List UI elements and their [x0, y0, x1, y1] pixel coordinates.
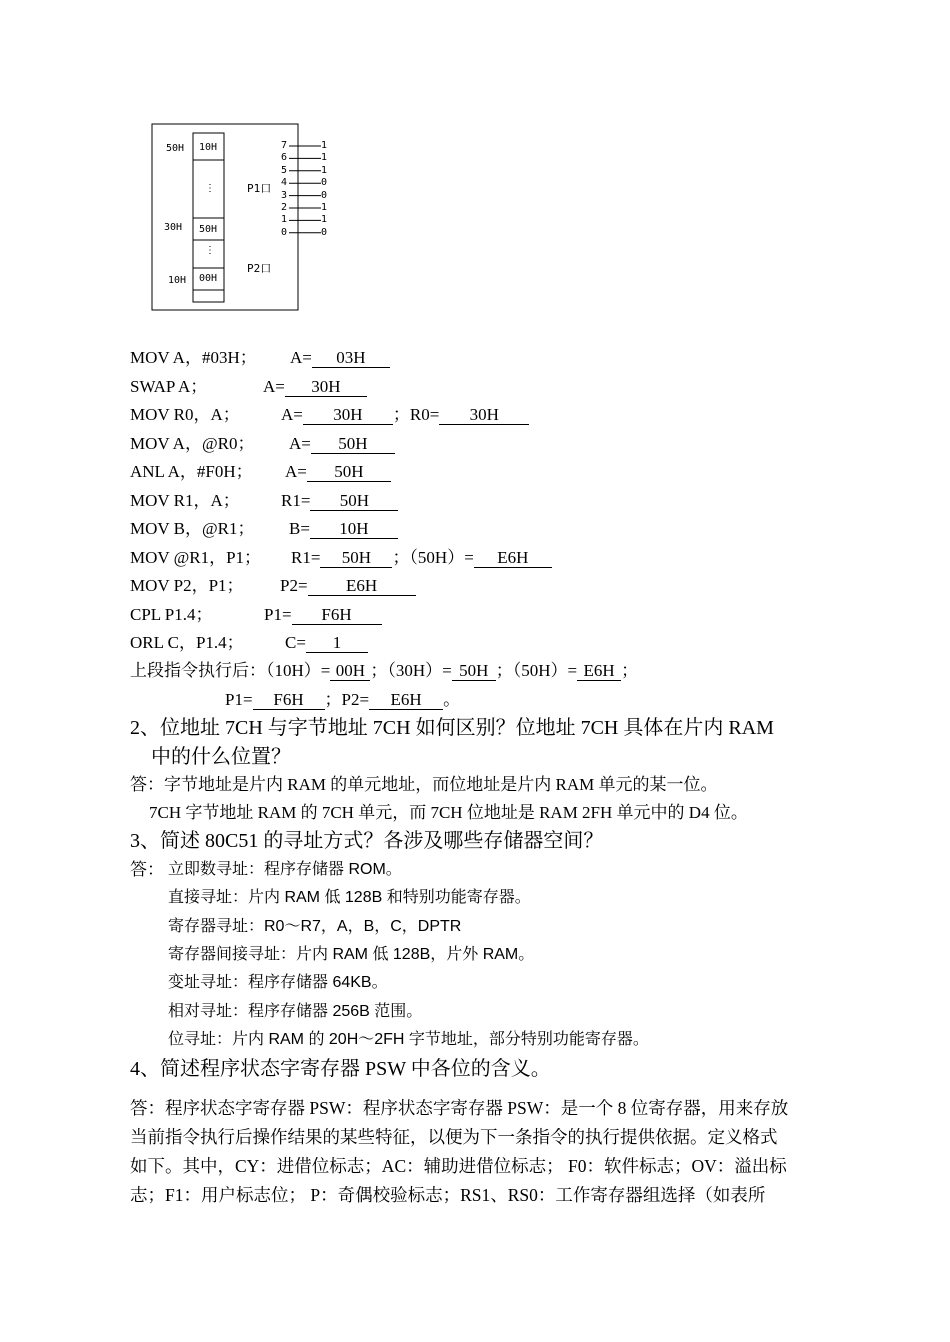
instruction-row: [130, 458, 391, 486]
q2-title-line-1: 2、位地址 7CH 与字节地址 7CH 如何区别？位地址 7CH 具体在片内 RAM: [130, 717, 774, 739]
result-value: 50H: [311, 435, 395, 454]
summary-mid-2: ；（50H）=: [495, 661, 578, 680]
p1-bit-value: 0: [321, 177, 328, 189]
instruction-row: [130, 572, 416, 600]
instruction-code: CPL P1.4；: [130, 604, 213, 624]
addressing-mode-item: 寄存器间接寻址：片内 RAM 低 128B，片外 RAM。: [168, 945, 535, 963]
p1-bit-number: 4: [281, 177, 288, 189]
p1-bit-value: 1: [321, 164, 328, 176]
p1-bit-value: 1: [321, 202, 328, 213]
summary-line-2: [225, 686, 460, 714]
result-label: C=: [285, 633, 306, 652]
summary-p2-value: E6H: [369, 691, 443, 710]
ram-cell-10h: 10H: [199, 142, 218, 153]
p1-bit-number: 7: [281, 140, 288, 151]
result-label: A=: [290, 348, 312, 367]
q2-answer-line-2: 7CH 字节地址 RAM 的 7CH 单元，而 7CH 位地址是 RAM 2FH 单元中的 D4 位。: [149, 803, 748, 822]
p1-bit-number: 3: [281, 189, 288, 201]
result-value: 50H: [320, 549, 392, 568]
p1-bit-value: 1: [321, 214, 328, 226]
result-label: P1=: [264, 604, 292, 624]
ram-cell-ellipsis: ⋮: [205, 245, 215, 256]
instruction-row: [130, 629, 368, 657]
instruction-code: ANL A，#F0H；: [130, 462, 253, 481]
instruction-row: [130, 373, 367, 401]
q2-answer-line-1: 答：字节地址是片内 RAM 的单元地址，而位地址是片内 RAM 单元的某一位。: [130, 775, 718, 794]
result-value: 30H: [285, 378, 367, 397]
q3-title: 3、简述 80C51 的寻址方式？各涉及哪些存储器空间？: [130, 830, 604, 852]
q2-title-line-2: 中的什么位置？: [151, 746, 291, 768]
p1-bit-number: 0: [281, 226, 288, 238]
summary-10h-value: 00H: [330, 662, 370, 681]
result-label: ；（50H）=: [392, 547, 474, 567]
p1-bit-number: 6: [281, 152, 288, 164]
result-label: A=: [281, 405, 303, 424]
result-label: B=: [289, 519, 310, 538]
result-label: R1=: [281, 490, 311, 510]
summary-line-1: [130, 657, 638, 685]
result-value: F6H: [292, 606, 382, 625]
instruction-code: MOV B，@R1；: [130, 519, 255, 538]
summary-50h-value: E6H: [577, 662, 621, 681]
p1-bit-number: 1: [281, 214, 288, 226]
summary-end-1: ；: [621, 661, 639, 680]
summary-mid-3: ；P2=: [324, 690, 370, 709]
result-value: E6H: [308, 577, 416, 596]
result-value: 50H: [307, 463, 391, 482]
summary-end-2: 。: [443, 690, 461, 709]
result-label: A=: [289, 433, 311, 453]
ram-cell-50h: 50H: [199, 224, 218, 235]
addressing-mode-item: 相对寻址：程序存储器 256B 范围。: [168, 1002, 423, 1020]
addr-label-10h: 10H: [168, 275, 187, 286]
q3-answer-prefix: 答：: [130, 860, 164, 879]
p1-bit-value: 1: [321, 140, 328, 151]
instruction-row: [130, 344, 390, 372]
addr-label-50h: 50H: [166, 143, 185, 154]
addressing-mode-item: 直接寻址：片内 RAM 低 128B 和特别功能寄存器。: [168, 889, 531, 907]
addressing-mode-item: 立即数寻址：程序存储器 ROM。: [168, 861, 402, 878]
instruction-row: [130, 515, 398, 543]
summary-30h-value: 50H: [452, 662, 496, 681]
instruction-code: MOV A，@R0；: [130, 433, 255, 453]
instruction-row: [130, 601, 382, 629]
addressing-mode-item: 变址寻址：程序存储器 64KB。: [168, 974, 388, 992]
p1-bit-value: 0: [321, 226, 328, 238]
summary-p1-label: P1=: [225, 690, 253, 709]
addressing-mode-item: 位寻址：片内 RAM 的 20H～2FH 字节地址，部分特别功能寄存器。: [168, 1030, 649, 1048]
instruction-row: [130, 401, 529, 429]
port-label-p1: P1口: [247, 182, 272, 195]
instruction-code: MOV A，#03H；: [130, 348, 257, 367]
ram-cell-ellipsis: ⋮: [205, 183, 215, 194]
memory-diagram: [0, 0, 950, 330]
result-value: 50H: [310, 492, 398, 511]
instruction-code: MOV R0，A；: [130, 405, 240, 424]
result-value: 30H: [439, 406, 529, 425]
port-label-p2: P2口: [247, 262, 272, 275]
result-label: P2=: [280, 576, 308, 595]
result-label: R1=: [291, 547, 321, 567]
summary-mid-1: ；（30H）=: [370, 661, 452, 680]
q4-answer-line: 如下。其中，CY：进借位标志；AC：辅助进借位标志； F0：软件标志；OV：溢出标: [130, 1156, 787, 1176]
result-value: 03H: [312, 349, 390, 368]
instruction-row: [130, 544, 552, 572]
ram-cell-00h: 00H: [199, 273, 218, 284]
instruction-row: [130, 487, 398, 515]
instruction-code: MOV R1，A；: [130, 490, 240, 510]
p1-bit-value: 0: [321, 189, 328, 201]
addressing-mode-item: 寄存器寻址：R0～R7，A，B，C，DPTR: [168, 917, 462, 935]
p1-bit-number: 2: [281, 202, 288, 213]
memory-diagram-lines: [0, 0, 950, 330]
p1-bit-value: 1: [321, 152, 328, 164]
result-value: E6H: [474, 549, 552, 568]
summary-prefix: 上段指令执行后：（10H）=: [130, 661, 331, 680]
instruction-code: SWAP A；: [130, 376, 208, 396]
q4-title: 4、简述程序状态字寄存器 PSW 中各位的含义。: [130, 1058, 551, 1080]
result-value: 1: [306, 634, 368, 653]
q4-answer-line: 答：程序状态字寄存器 PSW：程序状态字寄存器 PSW：是一个 8 位寄存器，用来存放: [130, 1098, 789, 1118]
q4-answer-line: 志；F1：用户标志位； P：奇偶校验标志；RS1、RS0：工作寄存器组选择（如表所: [130, 1185, 766, 1205]
result-label: A=: [263, 376, 285, 396]
addr-label-30h: 30H: [164, 222, 183, 233]
instruction-row: [130, 430, 395, 458]
q4-answer-line: 当前指令执行后操作结果的某些特征，以便为下一条指令的执行提供依据。定义格式: [130, 1127, 778, 1147]
result-label: A=: [285, 462, 307, 481]
p1-bit-number: 5: [281, 164, 288, 176]
instruction-code: MOV @R1，P1；: [130, 547, 262, 567]
result-value: 10H: [310, 520, 398, 539]
result-label: ；R0=: [392, 405, 440, 424]
summary-p1-value: F6H: [253, 691, 325, 710]
instruction-code: ORL C，P1.4；: [130, 633, 244, 652]
instruction-code: MOV P2，P1；: [130, 576, 244, 595]
result-value: 30H: [303, 406, 393, 425]
